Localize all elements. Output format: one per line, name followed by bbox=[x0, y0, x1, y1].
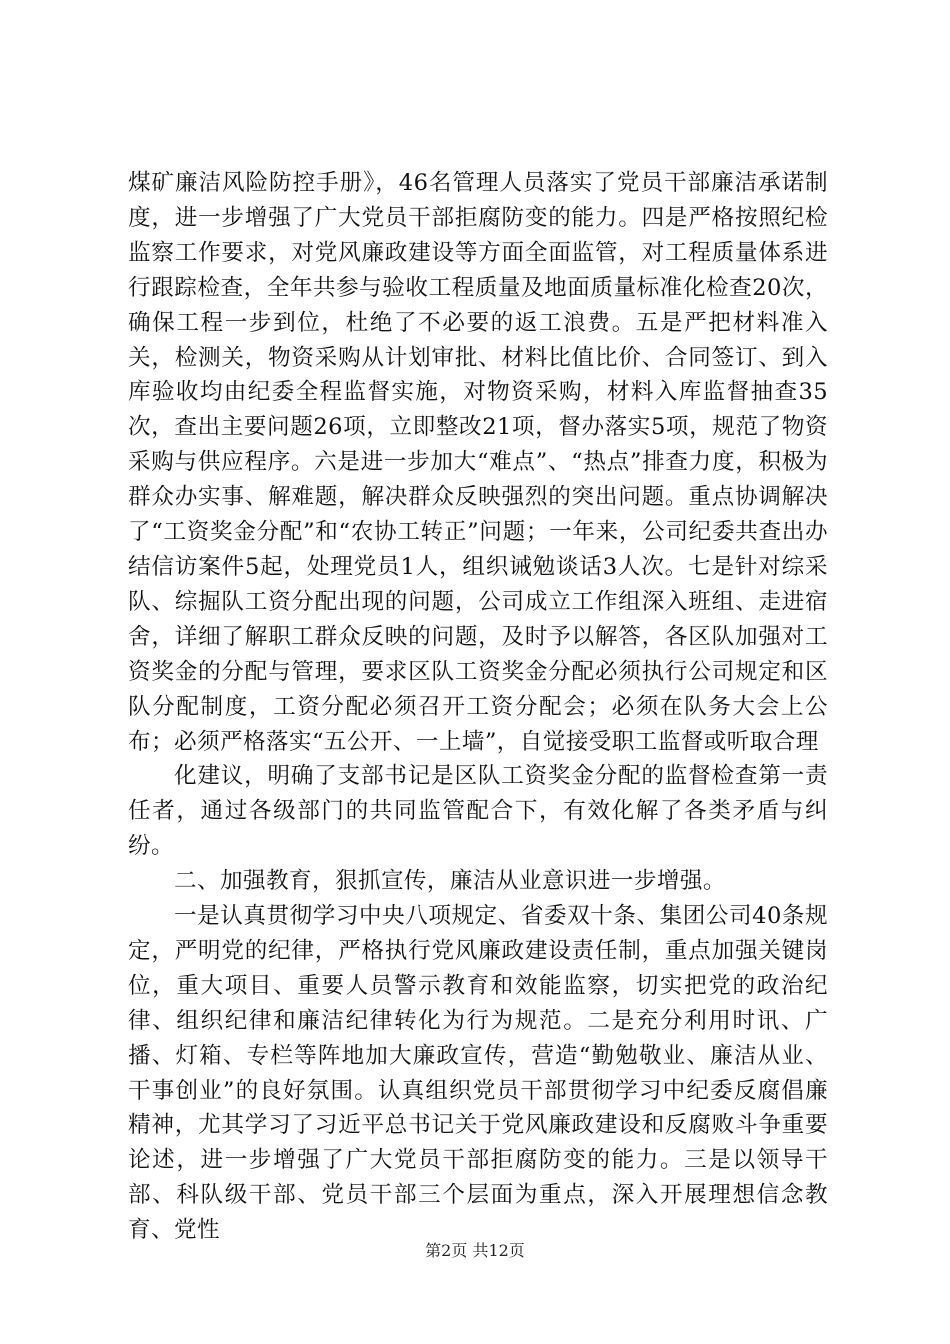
page-number-footer: 第2页 共12页 bbox=[425, 1241, 525, 1260]
paragraph-suggestion: 化建议，明确了支部书记是区队工资奖金分配的监督检查第一责任者，通过各级部门的共同监管配合下，有效化解了各类矛盾与纠纷。 bbox=[128, 763, 828, 860]
section-heading: 二、加强教育，狠抓宣传，廉洁从业意识进一步增强。 bbox=[174, 868, 726, 895]
document-body bbox=[128, 166, 828, 1248]
paragraph-education: 一是认真贯彻学习中央八项规定、省委双十条、集团公司40条规定，严明党的纪律，严格执行党风廉政建设责任制，重点加强关键岗位，重大项目、重要人员警示教育和效能监察，切实把党的政治纪律、组织纪律和廉洁纪律转化为行为规范。二是充分利用时讯、广播、灯箱、专栏等阵地加大廉政宣传，营造“勤勉敬业、廉洁从业、干事创业”的良好氛围。认真组织党员干部贯彻学习中纪委反腐倡廉精神，尤其学习了习近平总书记关于党风廉政建设和反腐败斗争重要论述，进一步增强了广大党员干部拒腐防变的能力。三是以领导干部、科队级干部、党员干部三个层面为重点，深入开展理想信念教育、党性 bbox=[128, 903, 828, 1244]
paragraph-continuation: 煤矿廉洁风险防控手册》，46名管理人员落实了党员干部廉洁承诺制度，进一步增强了广大党员干部拒腐防变的能力。四是严格按照纪检监察工作要求，对党风廉政建设等方面全面监管，对工程质量体系进行跟踪检查，全年共参与验收工程质量及地面质量标准化检查20次，确保工程一步到位，杜绝了不必要的返工浪费。五是严把材料准入关，检测关，物资采购从计划审批、材料比值比价、合同签订、到入库验收均由纪委全程监督实施，对物资采购，材料入库监督抽查35次，查出主要问题26项，立即整改21项，督办落实5项，规范了物资采购与供应程序。六是进一步加大“难点”、“热点”排查力度，积极为群众办实事、解难题，解决群众反映强烈的突出问题。重点协调解决了“工资奖金分配”和“农协工转正”问题；一年来，公司纪委共查出办结信访案件5起，处理党员1人，组织诫勉谈话3人次。七是针对综采队、综掘队工资分配出现的问题，公司成立工作组深入班组、走进宿舍，详细了解职工群众反映的问题，及时予以解答，各区队加强对工资奖金的分配与管理，要求区队工资奖金分配必须执行公司规定和区队分配制度，工资分配必须召开工资分配会；必须在队务大会上公布；必须严格落实“五公开、一上墙”，自觉接受职工监督或听取合理 bbox=[128, 170, 828, 755]
